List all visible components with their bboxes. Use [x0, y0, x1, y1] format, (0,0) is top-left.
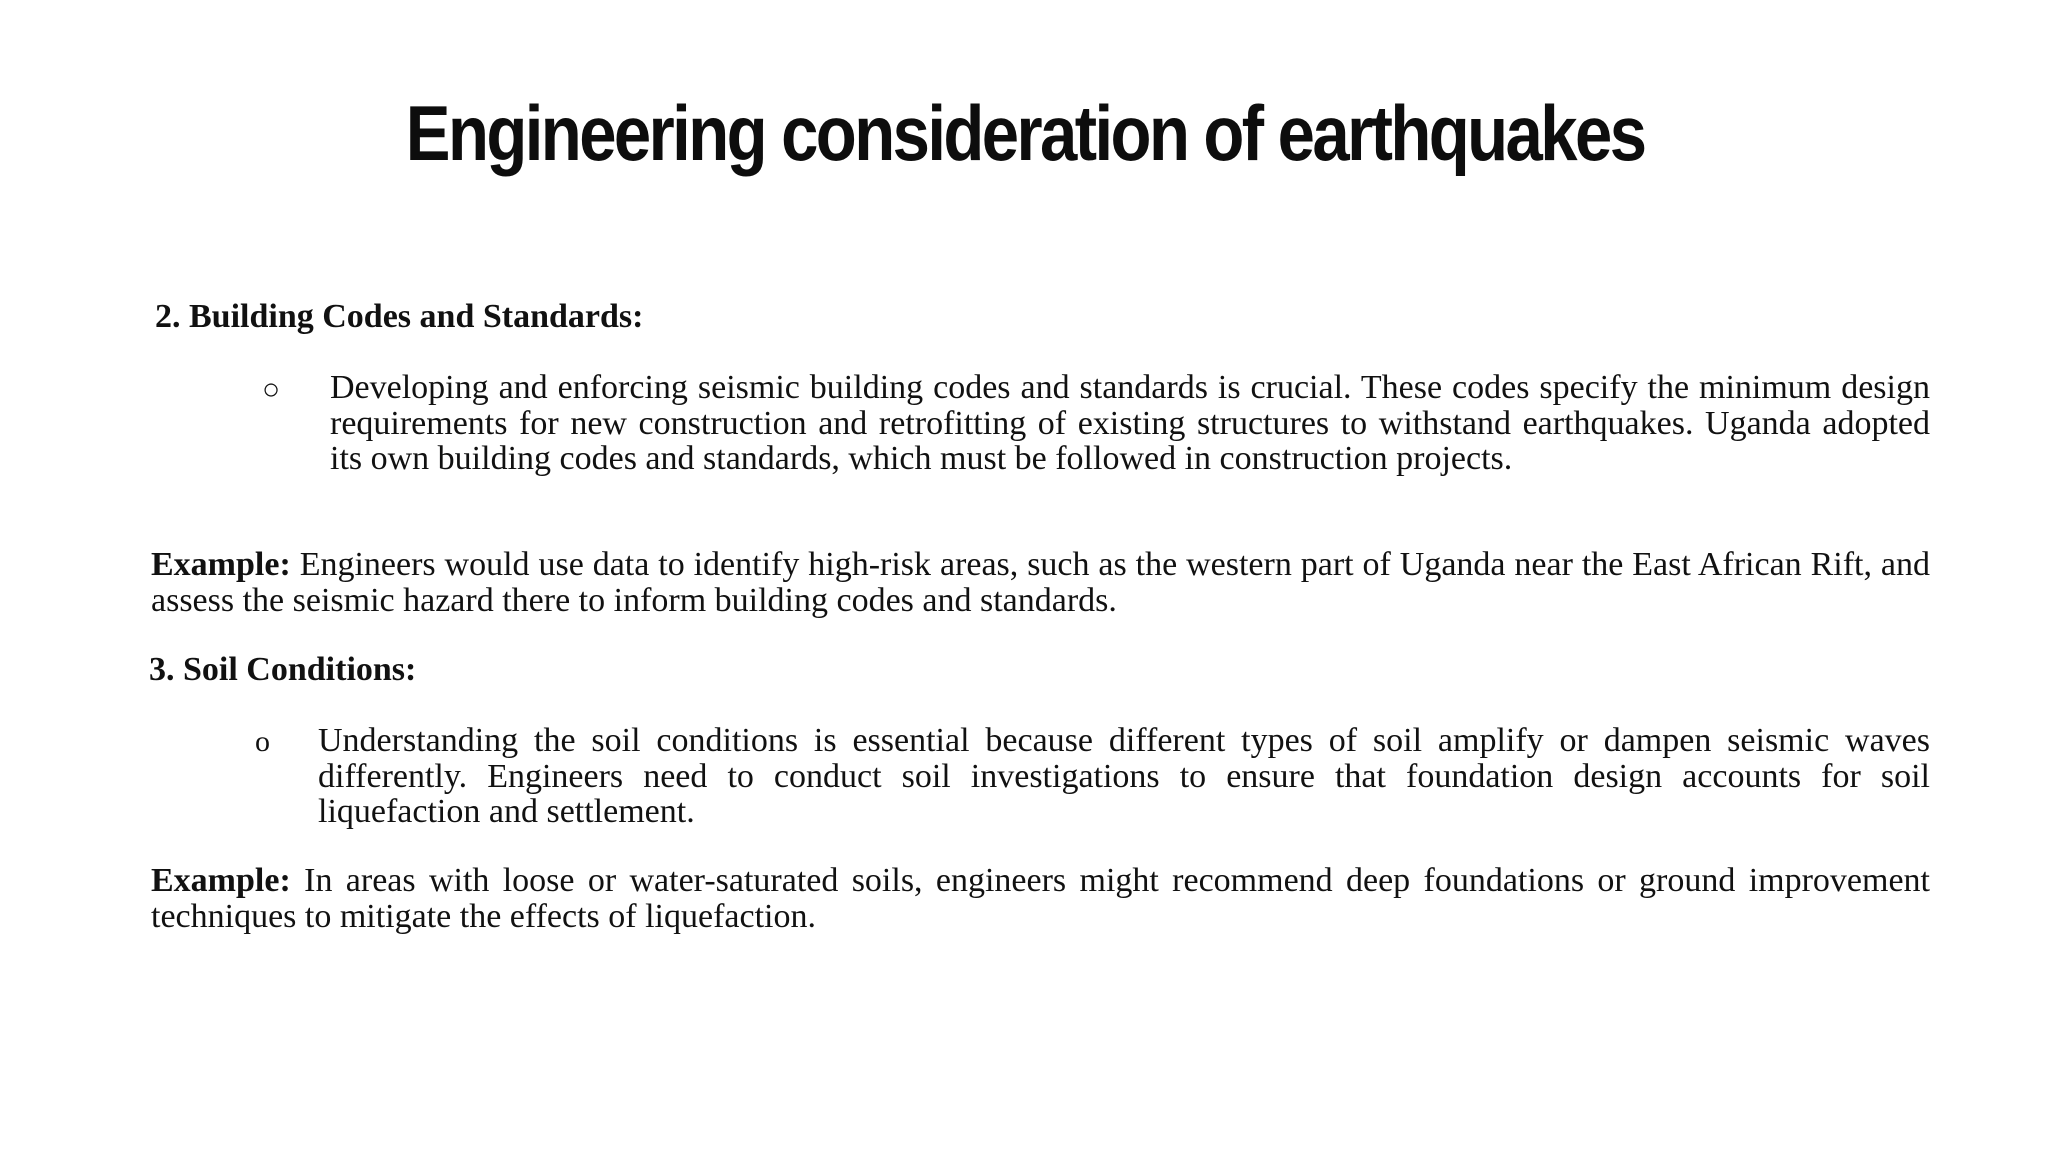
- bullet-marker-letter-o: o: [255, 725, 270, 758]
- bullet-text-building-codes: Developing and enforcing seismic building codes and standards is crucial. These codes specify the minimum design requirements for new construction and retrofitting of existing structures to withstand earthquakes. Uganda adopted its own building codes and standards, which must be followed in construction projects.: [330, 369, 1930, 477]
- example-text: Engineers would use data to identify high-risk areas, such as the western part of Uganda near the East African Rift, and assess the seismic hazard there to inform building codes and standards.: [151, 546, 1930, 619]
- example-building-codes: [151, 547, 1930, 618]
- example-text: In areas with loose or water-saturated soils, engineers might recommend deep foundations or ground improvement techniques to mitigate the effects of liquefaction.: [151, 862, 1930, 935]
- bullet-text-soil-conditions: Understanding the soil conditions is essential because different types of soil amplify or dampen seismic waves differently. Engineers need to conduct soil investigations to ensure that foundation design accounts for soil liquefaction and settlement.: [318, 722, 1930, 830]
- example-label: Example:: [151, 546, 291, 583]
- slide-title: Engineering consideration of earthquakes: [405, 89, 1645, 177]
- section-heading-soil-conditions: 3. Soil Conditions:: [149, 651, 417, 688]
- bullet-marker-hollow-circle: ○: [262, 373, 281, 406]
- example-label: Example:: [151, 862, 291, 899]
- example-soil-conditions: [151, 863, 1930, 934]
- section-heading-building-codes: 2. Building Codes and Standards:: [155, 298, 644, 335]
